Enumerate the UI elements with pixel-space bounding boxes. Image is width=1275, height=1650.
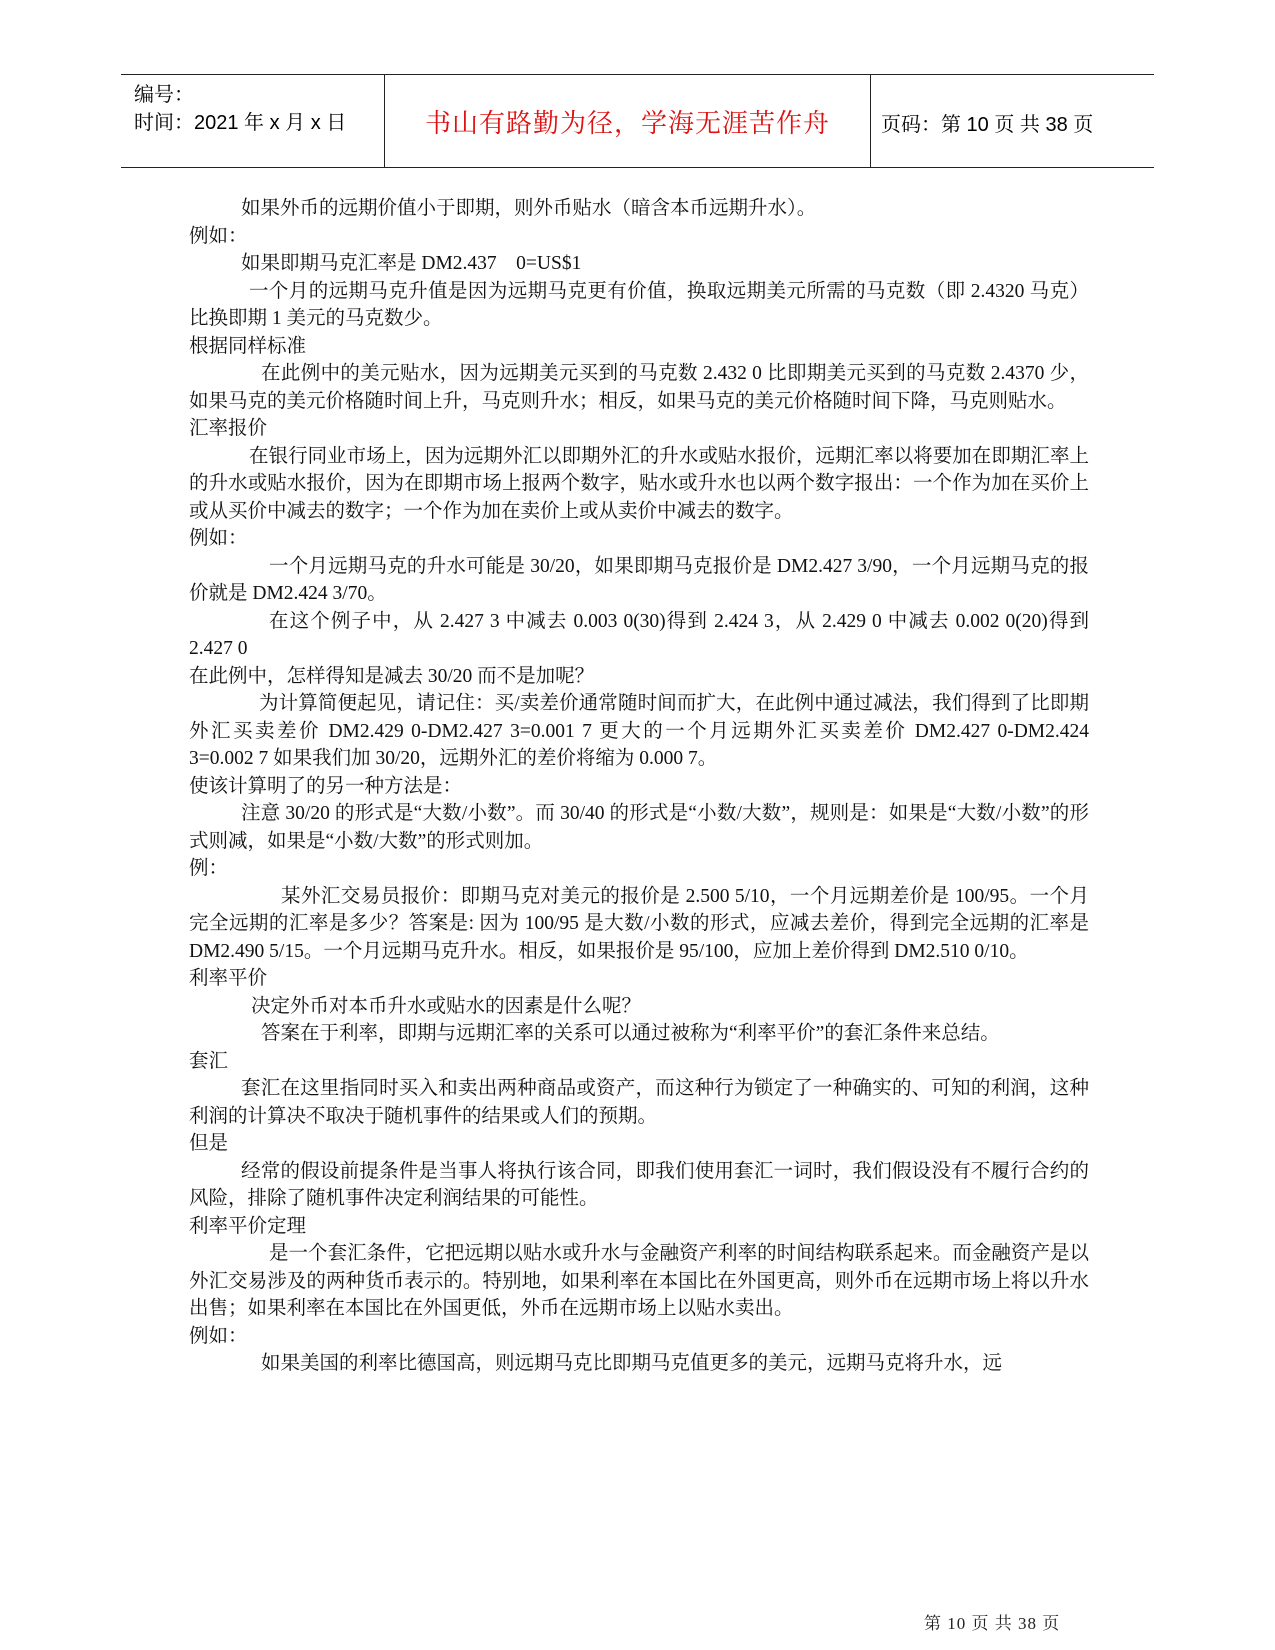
- paragraph: 在银行同业市场上，因为远期外汇以即期外汇的升水或贴水报价，远期汇率以将要加在即期汇率上的升水或贴水报价，因为在即期市场上报两个数字，贴水或升水也以两个数字报出：一个作为加在买价上或从买价中减去的数字；一个作为加在卖价上或从卖价中减去的数字。: [189, 445, 1089, 522]
- header-page-number: 页码：第 10 页 共 38 页: [881, 114, 1094, 136]
- section-heading: 使该计算明了的另一种方法是：: [189, 775, 463, 797]
- paragraph: 注意 30/20 的形式是“大数/小数”。而 30/40 的形式是“小数/大数”，规则是：如果是“大数/小数”的形式则减，如果是“小数/大数”的形式则加。: [189, 803, 1089, 852]
- section-heading: 在此例中，怎样得知是减去 30/20 而不是加呢？: [189, 665, 595, 687]
- header-divider: [870, 75, 871, 167]
- paragraph: 如果美国的利率比德国高，则远期马克比即期马克值更多的美元，远期马克将升水，远: [261, 1353, 1003, 1374]
- paragraph: 套汇在这里指同时买入和卖出两种商品或资产，而这种行为锁定了一种确实的、可知的利润，这种利润的计算决不取决于随机事件的结果或人们的预期。: [189, 1078, 1089, 1127]
- document-body: [189, 195, 1089, 1378]
- paragraph: 一个月远期马克的升水可能是 30/20，如果即期马克报价是 DM2.427 3/90，一个月远期马克的报价就是 DM2.424 3/70。: [189, 555, 1089, 604]
- time-label: 时间：2021 年 x 月 x 日: [134, 112, 347, 134]
- paragraph: 为计算简便起见，请记住：买/卖差价通常随时间而扩大，在此例中通过减法，我们得到了比即期外汇买卖差价 DM2.429 0-DM2.427 3=0.001 7 更大的一个月远期外汇买卖差价 DM2.427 0-DM2.424 3=0.002 7 如果我们加 30/20，远期外汇的差价将缩为 0.000 7。: [189, 693, 1089, 769]
- header-motto: 书山有路勤为径，学海无涯苦作舟: [424, 109, 830, 139]
- paragraph: 在此例中的美元贴水，因为远期美元买到的马克数 2.432 0 比即期美元买到的马克数 2.4370 少，如果马克的美元价格随时间上升，马克则升水；相反，如果马克的美元价格随时间下降，马克则贴水。: [189, 363, 1089, 412]
- page-footer: 第 10 页 共 38 页: [924, 1614, 1061, 1633]
- paragraph: 如果即期马克汇率是 DM2.437 0=US$1: [241, 253, 582, 274]
- paragraph: 在这个例子中，从 2.427 3 中减去 0.003 0(30)得到 2.424 3，从 2.429 0 中减去 0.002 0(20)得到 2.427 0: [189, 610, 1089, 659]
- section-heading: 汇率报价: [189, 418, 268, 439]
- serial-number-label: 编号：: [134, 84, 194, 106]
- section-heading: 例如：: [189, 1325, 248, 1347]
- paragraph: 一个月的远期马克升值是因为远期马克更有价值，换取远期美元所需的马克数（即 2.4320 马克）比换即期 1 美元的马克数少。: [189, 280, 1089, 329]
- section-heading: 例如：: [189, 225, 248, 247]
- header-meta: [134, 81, 346, 137]
- section-heading: 利率平价定理: [189, 1215, 307, 1237]
- section-heading: 套汇: [189, 1050, 229, 1072]
- paragraph: 某外汇交易员报价：即期马克对美元的报价是 2.500 5/10，一个月远期差价是 100/95。一个月完全远期的汇率是多少？答案是: 因为 100/95 是大数/小数的形式，应减去差价，得到完全远期的汇率是 DM2.490 5/15。一个月远期马克升水。相反，如果报价是 95/100，应加上差价得到 DM2.510 0/10。: [189, 885, 1089, 962]
- paragraph: 答案在于利率，即期与远期汇率的关系可以通过被称为“利率平价”的套汇条件来总结。: [261, 1023, 1000, 1044]
- section-heading: 利率平价: [189, 968, 268, 989]
- paragraph: 如果外币的远期价值小于即期，则外币贴水（暗含本币远期升水）。: [241, 198, 817, 219]
- paragraph: 决定外币对本币升水或贴水的因素是什么呢？: [251, 995, 642, 1017]
- section-heading: 例：: [189, 858, 229, 879]
- section-heading: 根据同样标准: [189, 335, 307, 357]
- paragraph: 是一个套汇条件，它把远期以贴水或升水与金融资产利率的时间结构联系起来。而金融资产是以外汇交易涉及的两种货币表示的。特别地，如果利率在本国比在外国更高，则外币在远期市场上将以升水出售；如果利率在本国比在外国更低，外币在远期市场上以贴水卖出。: [189, 1243, 1089, 1319]
- page-header: [121, 74, 1154, 168]
- section-heading: 例如：: [189, 528, 248, 549]
- paragraph: 经常的假设前提条件是当事人将执行该合同，即我们使用套汇一词时，我们假设没有不履行合约的风险，排除了随机事件决定利润结果的可能性。: [189, 1160, 1089, 1209]
- section-heading: 但是: [189, 1133, 229, 1154]
